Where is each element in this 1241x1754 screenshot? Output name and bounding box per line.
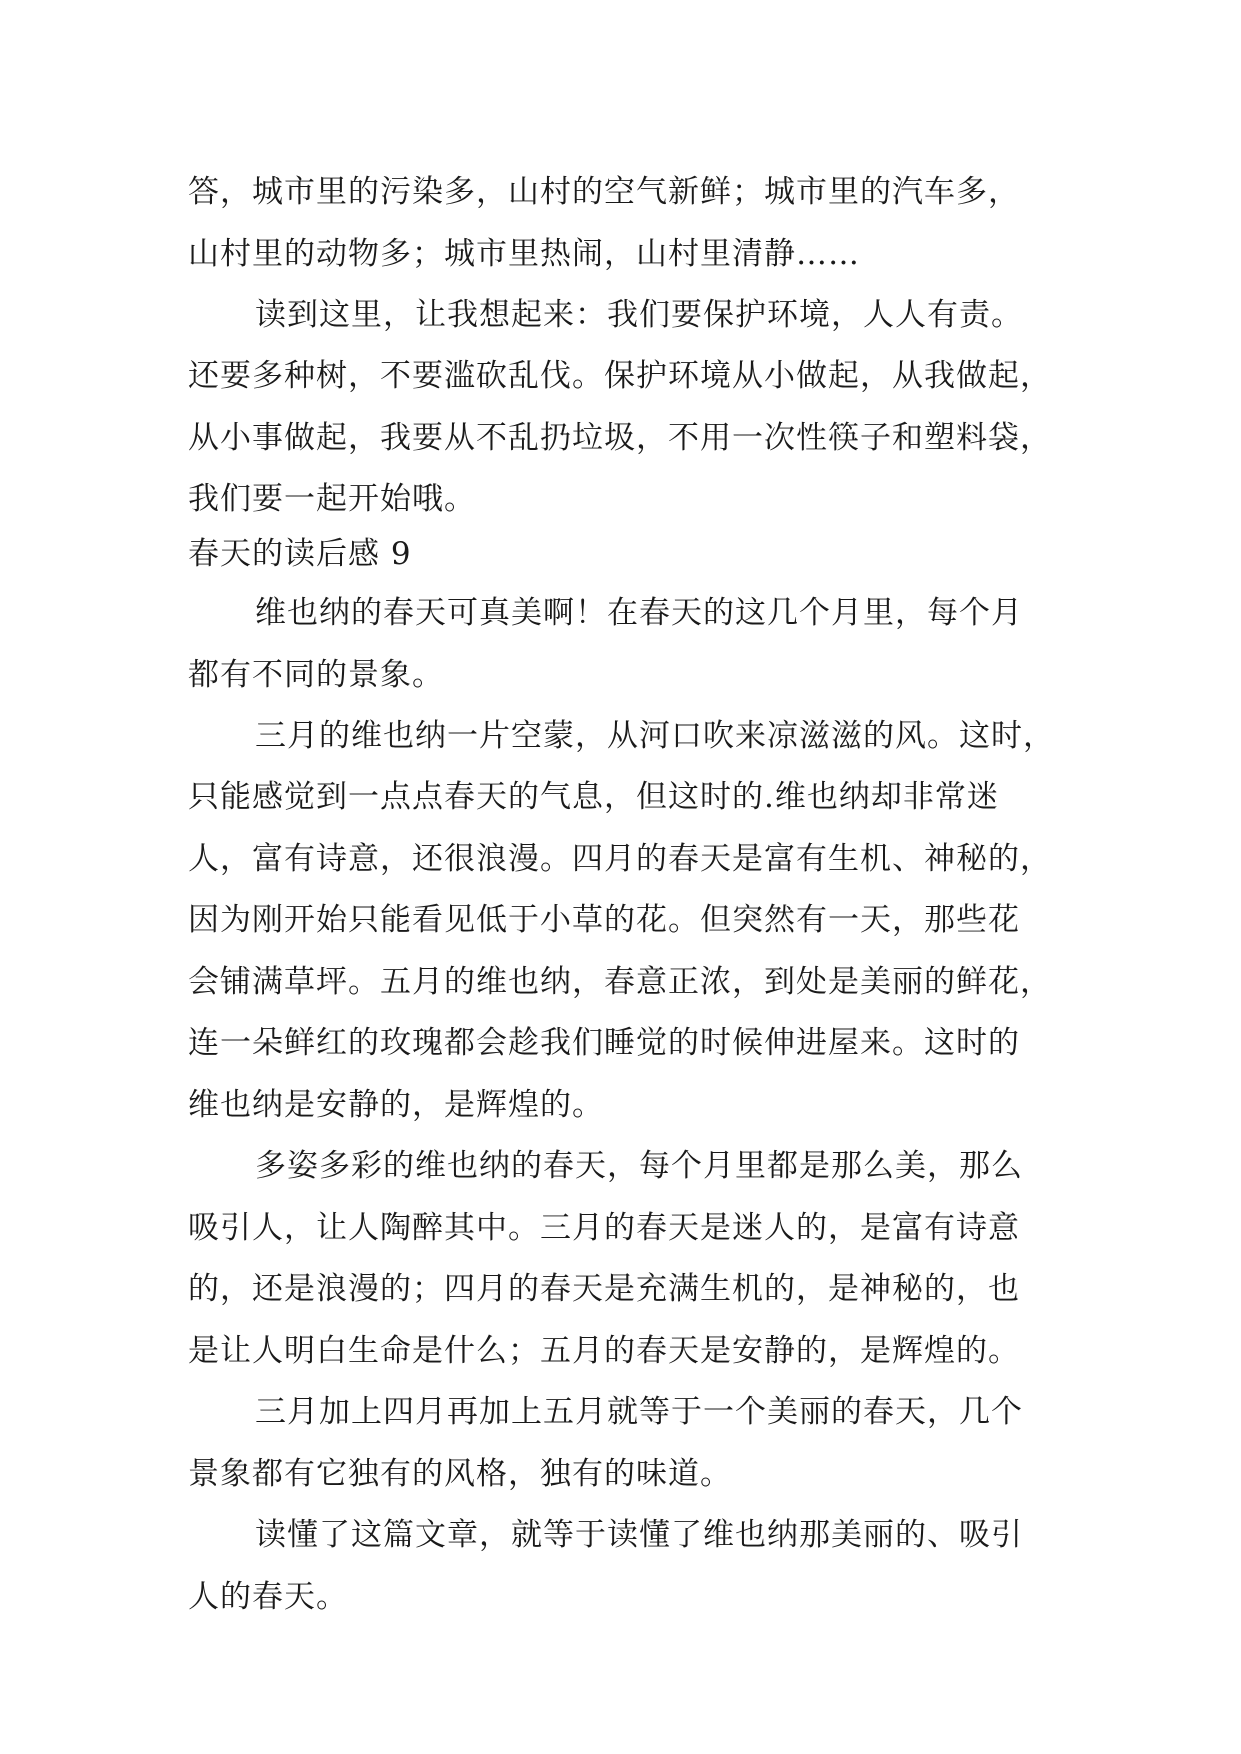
text-line-11: 只能感觉到一点点春天的气息，但这时的.维也纳却非常迷 <box>188 779 999 815</box>
text-line-1: 答，城市里的污染多，山村的空气新鲜；城市里的汽车多， <box>188 174 1020 210</box>
text-line-9: 都有不同的景象。 <box>188 657 444 693</box>
text-line-14: 会铺满草坪。五月的维也纳，春意正浓，到处是美丽的鲜花， <box>188 964 1052 1000</box>
text-line-22: 景象都有它独有的风格，独有的味道。 <box>188 1456 732 1492</box>
text-line-10: 三月的维也纳一片空蒙，从河口吹来凉滋滋的风。这时， <box>255 718 1055 754</box>
text-line-12: 人，富有诗意，还很浪漫。四月的春天是富有生机、神秘的， <box>188 841 1052 877</box>
text-line-8: 维也纳的春天可真美啊！在春天的这几个月里，每个月 <box>255 595 1023 631</box>
text-line-15: 连一朵鲜红的玫瑰都会趁我们睡觉的时候伸进屋来。这时的 <box>188 1025 1020 1061</box>
text-line-4: 还要多种树，不要滥砍乱伐。保护环境从小做起，从我做起， <box>188 358 1052 394</box>
text-line-16: 维也纳是安静的，是辉煌的。 <box>188 1087 604 1123</box>
text-line-21: 三月加上四月再加上五月就等于一个美丽的春天，几个 <box>255 1394 1023 1430</box>
text-line-6: 我们要一起开始哦。 <box>188 481 476 517</box>
text-line-24: 人的春天。 <box>188 1579 348 1615</box>
text-line-3: 读到这里，让我想起来：我们要保护环境，人人有责。 <box>255 297 1023 333</box>
text-line-17: 多姿多彩的维也纳的春天，每个月里都是那么美，那么 <box>255 1148 1023 1184</box>
text-line-13: 因为刚开始只能看见低于小草的花。但突然有一天，那些花 <box>188 902 1020 938</box>
text-line-5: 从小事做起，我要从不乱扔垃圾，不用一次性筷子和塑料袋， <box>188 420 1052 456</box>
text-line-20: 是让人明白生命是什么；五月的春天是安静的，是辉煌的。 <box>188 1333 1020 1369</box>
section-heading: 春天的读后感 9 <box>188 536 412 572</box>
text-line-18: 吸引人，让人陶醉其中。三月的春天是迷人的，是富有诗意 <box>188 1210 1020 1246</box>
text-line-23: 读懂了这篇文章，就等于读懂了维也纳那美丽的、吸引 <box>255 1517 1023 1553</box>
text-line-19: 的，还是浪漫的；四月的春天是充满生机的，是神秘的，也 <box>188 1271 1020 1307</box>
text-line-2: 山村里的动物多；城市里热闹，山村里清静…… <box>188 236 860 272</box>
